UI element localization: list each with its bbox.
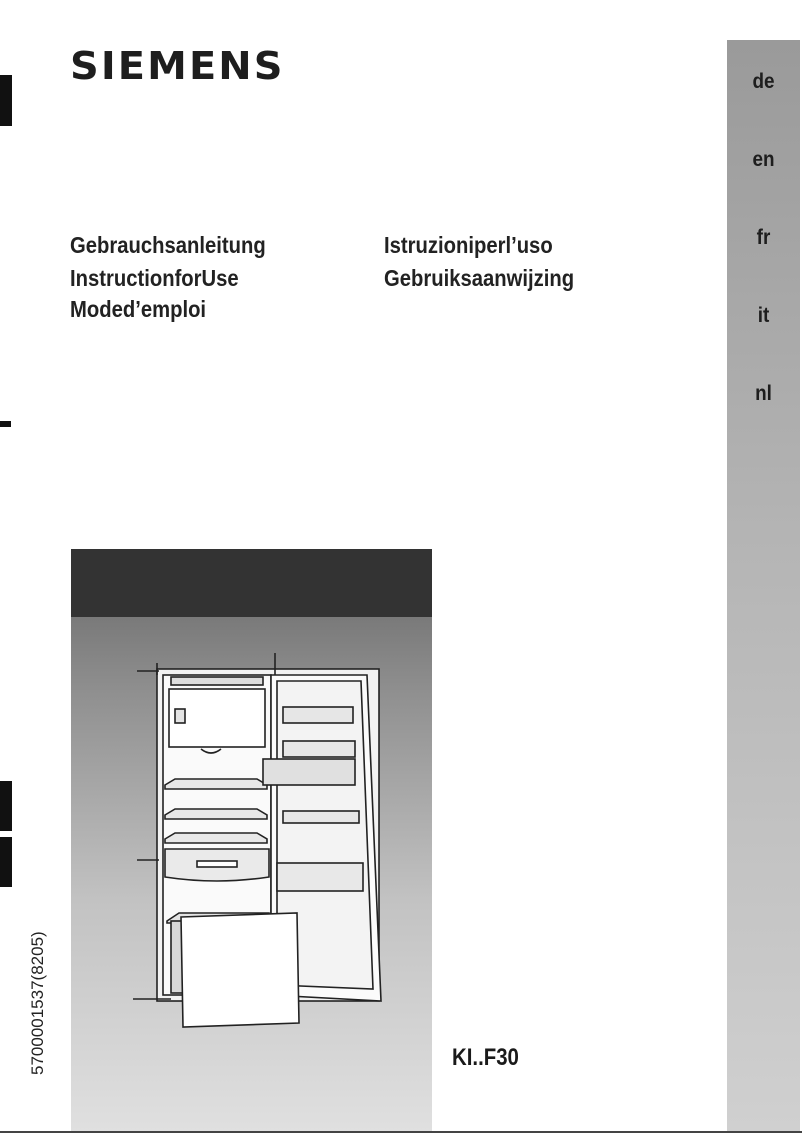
language-tab-nl[interactable]: nl — [755, 382, 772, 405]
title-it: Istruzioniperl’uso — [384, 232, 553, 258]
model-number: KI..F30 — [452, 1044, 519, 1071]
registration-mark-middle — [0, 421, 11, 427]
title-en: InstructionforUse — [70, 265, 239, 291]
language-tab-it[interactable]: it — [757, 304, 770, 327]
siemens-logo: SIEMENS — [70, 44, 285, 88]
language-tab-de[interactable]: de — [752, 70, 775, 93]
language-tab-en[interactable]: en — [752, 148, 775, 171]
title-fr: Moded’emploi — [70, 296, 207, 322]
product-image-panel — [71, 549, 432, 1133]
registration-mark-lower-2 — [0, 837, 12, 887]
registration-mark-lower-1 — [0, 781, 12, 831]
language-sidebar — [727, 40, 800, 1133]
refrigerator-illustration — [71, 549, 432, 1133]
language-tab-fr[interactable]: fr — [756, 226, 771, 249]
title-de: Gebrauchsanleitung — [70, 232, 266, 258]
document-number: 5700001537(8205) — [28, 931, 47, 1075]
registration-mark-top — [0, 75, 12, 126]
title-nl: Gebruiksaanwijzing — [384, 265, 575, 291]
